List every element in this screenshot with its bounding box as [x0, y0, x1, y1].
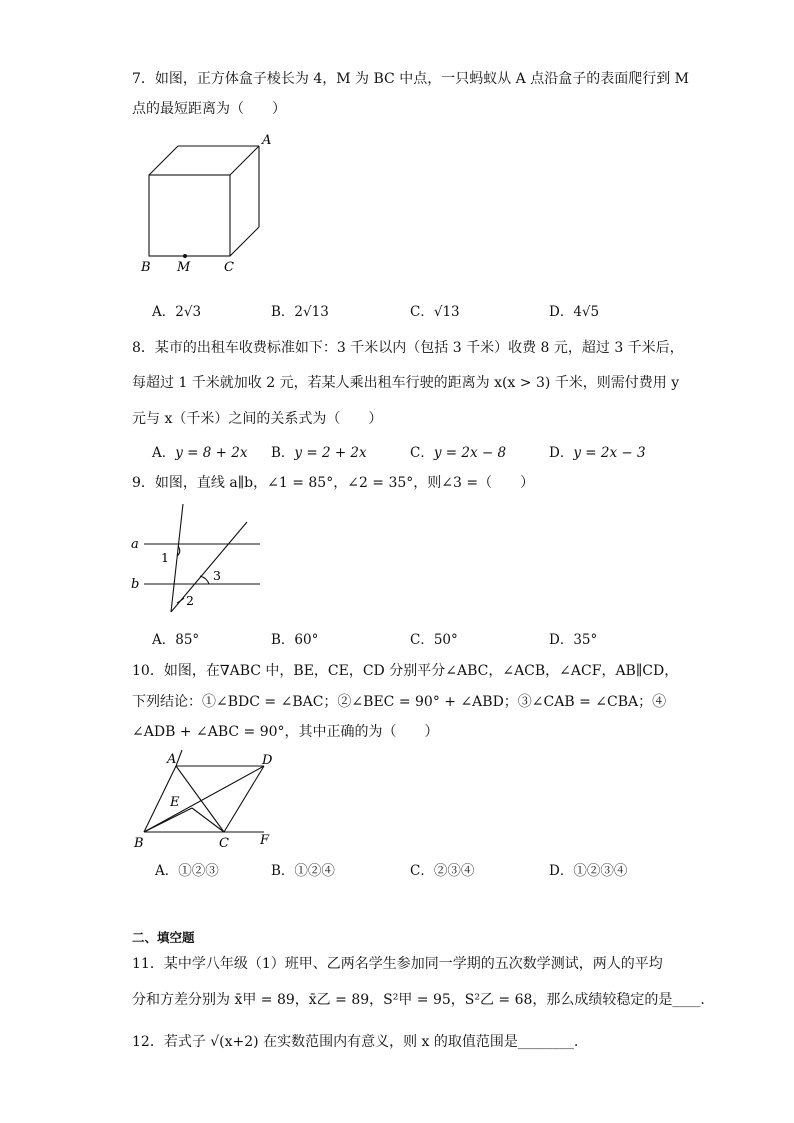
- q7-text-line1: 7．如图，正方体盒子棱长为 4，M 为 BC 中点，一只蚂蚁从 A 点沿盒子的表面爬行到 M: [132, 71, 690, 87]
- q10-text-line1: 10．如图，在∇ABC 中，BE，CE，CD 分别平分∠ABC，∠ACB，∠ACF，AB∥CD，: [132, 663, 679, 679]
- q11-text-line1: 11．某中学八年级（1）班甲、乙两名学生参加同一学期的五次数学测试，两人的平均: [132, 956, 663, 972]
- q10-option-a: A．①②③: [155, 863, 219, 879]
- q7-option-d: D．4√5: [549, 304, 600, 320]
- q9-label-3: 3: [213, 568, 221, 583]
- q10-option-b: B．①②④: [271, 863, 335, 879]
- q10-label-A: A: [167, 752, 177, 767]
- q7-label-B: B: [141, 260, 151, 275]
- q7-option-c: C．√13: [410, 304, 460, 320]
- q7-option-a: A．2√3: [152, 304, 202, 320]
- section-fill-in-title: 二、填空题: [132, 930, 195, 945]
- q9-label-1: 1: [161, 550, 169, 565]
- q10-label-D: D: [262, 753, 273, 768]
- q8-option-d: D．y = 2x − 3: [549, 445, 646, 461]
- q9-label-2: 2: [186, 593, 194, 608]
- q9-parallel-lines-figure: [130, 502, 270, 617]
- q10-option-d: D．①②③④: [549, 863, 628, 879]
- q8-text-line2: 每超过 1 千米就加收 2 元，若某人乘出租车行驶的距离为 x(x > 3) 千米，则需付费用 y: [132, 375, 680, 391]
- q9-option-c: C．50°: [410, 632, 458, 648]
- q9-option-a: A．85°: [152, 632, 200, 648]
- q9-text-line1: 9．如图，直线 a∥b，∠1 = 85°，∠2 = 35°，则∠3 =（ ）: [132, 475, 535, 491]
- q10-text-line3: ∠ADB + ∠ABC = 90°，其中正确的为（ ）: [132, 724, 439, 740]
- q8-text-line1: 8．某市的出租车收费标准如下：3 千米以内（包括 3 千米）收费 8 元，超过 3 千米后，: [132, 340, 684, 356]
- q9-option-d: D．35°: [549, 632, 598, 648]
- q9-option-b: B．60°: [271, 632, 319, 648]
- q7-text-line2: 点的最短距离为（ ）: [132, 101, 286, 117]
- q10-label-E: E: [170, 795, 180, 810]
- q11-text-line2: 分和方差分别为 x̄甲 = 89，x̄乙 = 89，S²甲 = 95，S²乙 = 68，那么成绩较稳定的是____.: [132, 992, 705, 1008]
- q7-label-M: M: [177, 260, 191, 275]
- q9-label-a: a: [131, 537, 139, 552]
- q8-option-a: A．y = 8 + 2x: [152, 445, 248, 461]
- q7-label-A: A: [262, 133, 272, 148]
- q8-option-c: C．y = 2x − 8: [410, 445, 507, 461]
- q10-label-B: B: [134, 836, 144, 851]
- q10-option-c: C．②③④: [410, 863, 475, 879]
- q10-label-F: F: [260, 833, 270, 848]
- q9-label-b: b: [131, 577, 140, 592]
- q8-option-b: B．y = 2 + 2x: [271, 445, 367, 461]
- q10-text-line2: 下列结论：①∠BDC = ∠BAC；②∠BEC = 90° + ∠ABD；③∠CAB = ∠CBA；④: [132, 694, 667, 710]
- q10-triangle-figure: [130, 745, 280, 855]
- q10-label-C: C: [219, 836, 229, 851]
- q7-cube-figure: [135, 128, 285, 278]
- q12-text-line1: 12．若式子 √(x+2) 在实数范围内有意义，则 x 的取值范围是________.: [132, 1034, 579, 1050]
- q8-text-line3: 元与 x（千米）之间的关系式为（ ）: [132, 411, 383, 427]
- q7-option-b: B．2√13: [271, 304, 329, 320]
- q7-label-C: C: [224, 260, 234, 275]
